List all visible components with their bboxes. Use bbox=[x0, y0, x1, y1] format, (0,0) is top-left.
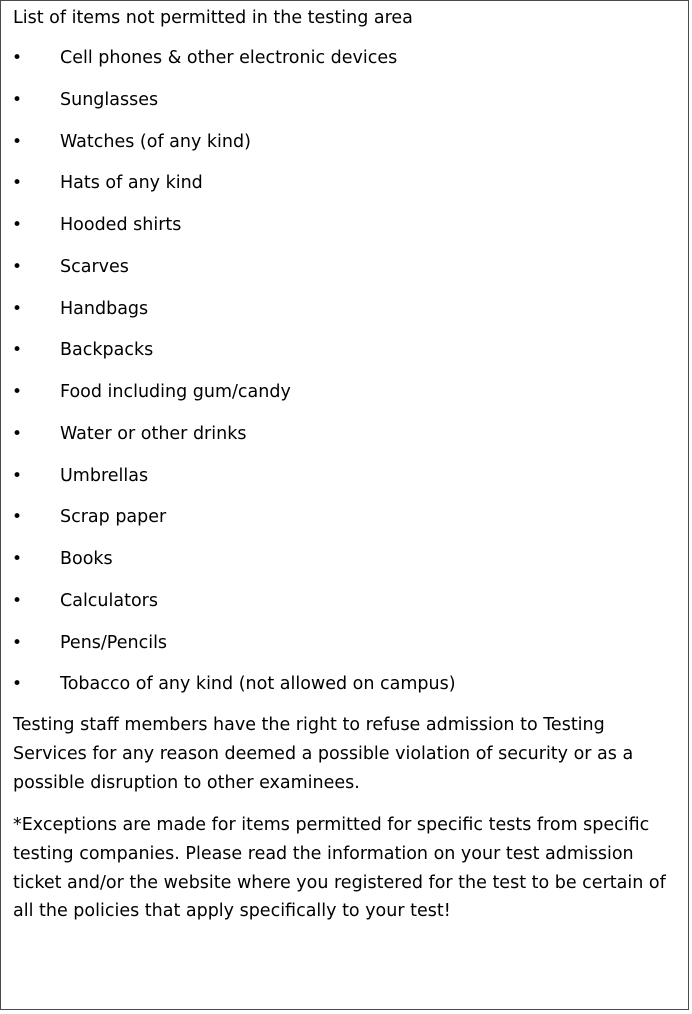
exceptions-notice-paragraph: *Exceptions are made for items permitted for specific tests from specific testing companies. Please read the information on your test admission ticket and/or the website where you registered for the test to be certain of all the policies that apply specifically to your test! bbox=[13, 815, 666, 922]
bullet-icon: • bbox=[12, 89, 23, 110]
list-item-text: Backpacks bbox=[60, 340, 154, 361]
list-item-text: Sunglasses bbox=[60, 89, 159, 110]
list-item-text: Calculators bbox=[60, 590, 158, 611]
bullet-icon: • bbox=[12, 298, 23, 319]
bullet-icon: • bbox=[12, 131, 23, 152]
bullet-icon: • bbox=[12, 632, 23, 653]
bullet-icon: • bbox=[12, 465, 23, 486]
bullet-icon: • bbox=[12, 340, 23, 361]
list-item-text: Hats of any kind bbox=[60, 173, 203, 194]
list-item-text: Scarves bbox=[60, 256, 129, 277]
list-item-text: Water or other drinks bbox=[60, 423, 247, 444]
bullet-icon: • bbox=[12, 507, 23, 528]
bullet-icon: • bbox=[12, 674, 23, 695]
list-item-text: Hooded shirts bbox=[60, 215, 182, 235]
staff-notice-paragraph: Testing staff members have the right to refuse admission to Testing Services for any reason deemed a possible violation of security or as a possible disruption to other examinees. bbox=[13, 715, 634, 793]
bullet-icon: • bbox=[12, 256, 23, 277]
list-item-text: Scrap paper bbox=[60, 507, 167, 528]
bullet-icon: • bbox=[12, 590, 23, 611]
bullet-icon: • bbox=[12, 215, 23, 235]
list-item-text: Food including gum/candy bbox=[60, 382, 291, 402]
bullet-icon: • bbox=[12, 382, 23, 402]
bullet-icon: • bbox=[12, 48, 23, 68]
list-item-text: Watches (of any kind) bbox=[60, 131, 251, 152]
list-item-text: Handbags bbox=[60, 298, 149, 319]
list-item-text: Cell phones & other electronic devices bbox=[60, 48, 398, 68]
list-item-text: Pens/Pencils bbox=[60, 632, 168, 653]
list-item-text: Tobacco of any kind (not allowed on campus) bbox=[60, 674, 456, 695]
notice-title: List of items not permitted in the testing area bbox=[13, 8, 413, 28]
bullet-icon: • bbox=[12, 549, 23, 569]
list-item-text: Umbrellas bbox=[60, 465, 149, 486]
list-item-text: Books bbox=[60, 549, 113, 569]
bullet-icon: • bbox=[12, 173, 23, 194]
bullet-icon: • bbox=[12, 423, 23, 444]
